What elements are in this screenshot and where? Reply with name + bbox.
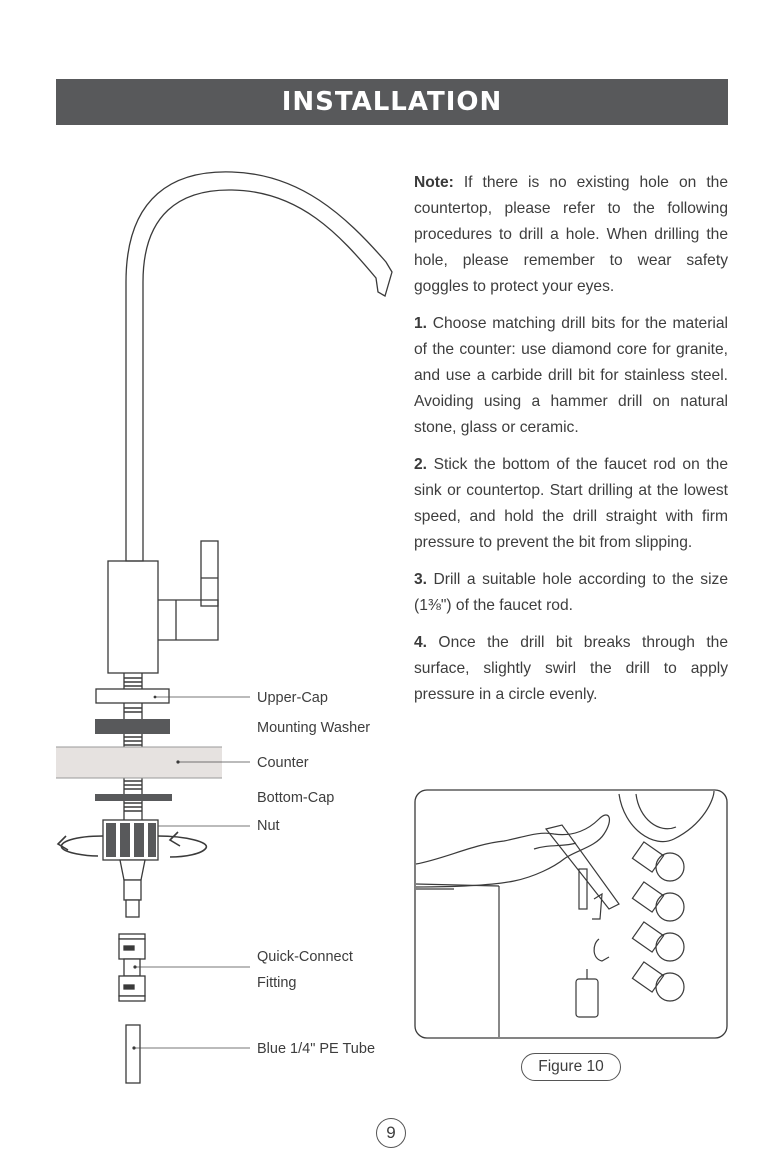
label-quick-connect: Quick-Connect [257,949,353,965]
bottom-cap [95,794,172,801]
step-number: 2. [414,456,428,473]
step-4 [414,630,728,708]
step-number: 3. [414,571,428,588]
label-pe-tube: Blue 1/4" PE Tube [257,1041,376,1057]
step-text: Drill a suitable hole according to the size (1⅜") of the faucet rod. [414,571,728,614]
section-title: INSTALLATION [281,87,503,117]
mounting-washer [95,719,170,734]
note-paragraph [414,170,728,300]
step-text: Once the drill bit breaks through the surface, slightly swirl the drill to apply pressure in a circle evenly. [414,634,728,703]
instructions [414,170,728,719]
label-upper-cap: Upper-Cap [257,690,328,706]
page-number-text: 9 [386,1123,396,1142]
step-3 [414,567,728,619]
nut [103,820,158,860]
step-1 [414,311,728,441]
page-number [376,1118,406,1148]
label-nut: Nut [257,818,280,834]
label-mounting-washer: Mounting Washer [257,720,371,736]
label-bottom-cap: Bottom-Cap [257,790,335,806]
label-fitting: Fitting [257,975,297,991]
counter [56,747,222,778]
tail-connector [120,860,145,917]
faucet-body [108,561,158,673]
figure-caption [521,1053,621,1081]
pe-tube [126,1025,140,1083]
faucet-spout [126,172,392,561]
step-number: 1. [414,315,428,332]
handle-lever [201,541,218,606]
note-label: Note: [414,174,454,191]
upper-cap [96,689,169,703]
label-counter: Counter [257,755,309,771]
quick-connect-fitting [119,934,145,1001]
step-text: Choose matching drill bits for the material of the counter: use diamond core for granite, and use a carbide drill bit for stainless steel. Avoiding using a hammer drill on natural stone, glass or ceramic. [414,315,728,436]
figure-10-illustration [414,789,728,1039]
step-2 [414,452,728,556]
note-text: If there is no existing hole on the countertop, please refer to the following procedures to drill a hole. When drilling the hole, please remember to wear safety goggles to protect your eyes. [414,174,728,295]
step-text: Stick the bottom of the faucet rod on the sink or countertop. Start drilling at the lowest speed, and hold the drill straight with firm pressure to prevent the bit from slipping. [414,456,728,551]
step-number: 4. [414,634,428,651]
figure-caption-text: Figure 10 [538,1058,604,1075]
